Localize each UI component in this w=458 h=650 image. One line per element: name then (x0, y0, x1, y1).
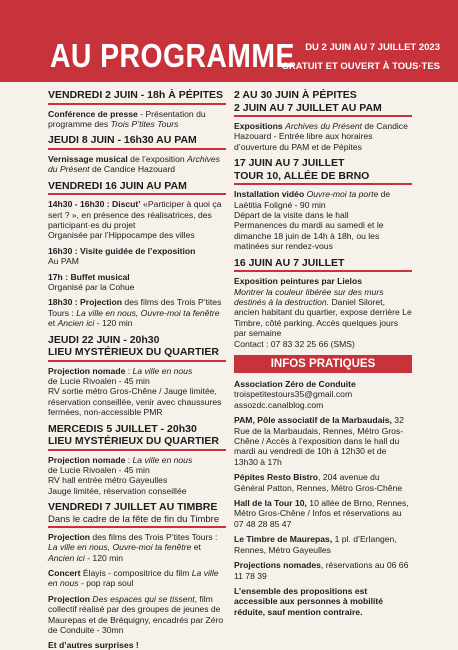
info-entry: Projections nomades, réservations au 06 66 11 78 39 (234, 560, 409, 581)
day-location: TOUR 10, ALLÉE DE BRNO (234, 169, 370, 182)
day-heading: 2 AU 30 JUIN À PÉPITES (234, 89, 357, 101)
event: Exposition peintures par Lielos Montrer la couleur libérée sur des murs destinés à la destruction. Daniel Siloret, ancien habitant du quartier, expose derrière Le Timbre, côté parking. Accès quelques jours par semaine Contact : 07 83 32 25 66 (SMS) (234, 276, 412, 349)
accessibility-note: L’ensemble des propositions est accessible aux personnes à mobilité réduite, sauf mention contraire. (234, 585, 384, 617)
header-dates: DU 2 JUIN AU 7 JUILLET 2023 (305, 42, 440, 53)
day-heading: MERCEDIS 5 JUILLET - 20h30 (48, 422, 197, 435)
page-title: AU PROGRAMME (50, 37, 295, 74)
divider (234, 183, 412, 185)
day-subtitle: Dans le cadre de la fête de fin du Timbre (48, 513, 220, 525)
event: Vernissage musical de l’exposition Archives du Présent de Candice Hazouard (48, 153, 220, 175)
divider (48, 449, 226, 451)
divider (48, 103, 226, 105)
header-free: GRATUIT ET OUVERT À TOUS·TES (281, 61, 440, 72)
day-heading: 16 JUIN AU 7 JUILLET (234, 256, 345, 269)
program-left-column (48, 85, 226, 650)
day-heading: VENDREDI 7 JUILLET AU TIMBRE (48, 501, 218, 514)
day-heading: JEUDI 22 JUIN - 20h30 (48, 333, 160, 346)
event: 18h30 : Projection des films des Trois P’tites Tours : La ville en nous, Ouvre-moi ta fenêtre et Ancien ici - 120 min (48, 297, 222, 329)
header-banner (0, 0, 458, 82)
event: Expositions Archives du Présent de Candice Hazouard - Entrée libre aux horaires d’ouverture du PAM et de Pépites (234, 121, 408, 152)
info-entry: Association Zéro de Conduite troispetitestours35@gmail.com assozdc.canalblog.com (234, 379, 356, 410)
infos-header: INFOS PRATIQUES (234, 355, 412, 373)
divider (48, 193, 226, 195)
event: Conférence de presse - Présentation du programme des Trois P’tites Tours (48, 108, 206, 129)
event: 17h : Buffet musical Organisé par la Cohue (48, 271, 135, 292)
day-heading: VENDREDI 2 JUIN - 18h À PÉPITES (48, 89, 224, 101)
day-heading: 17 JUIN AU 7 JUILLET (234, 157, 345, 170)
divider (48, 360, 226, 362)
website-link[interactable]: assozdc.canalblog.com (234, 399, 324, 410)
event: Projection nomade : La ville en nous de Lucie Rivoalen - 45 min RV sortie métro Gros-Chêne / Jauge limitée, réservation conseillée, venir avec chaussures fermées, non-accessible PMR (48, 365, 222, 418)
day-location: LIEU MYSTÉRIEUX DU QUARTIER (48, 435, 219, 448)
divider (234, 270, 412, 272)
day-location: LIEU MYSTÉRIEUX DU QUARTIER (48, 346, 219, 359)
info-entry: Pépites Resto Bistro, 204 avenue du Général Patton, Rennes, Métro Gros-Chêne (234, 472, 403, 493)
info-entry: PAM, Pôle associatif de la Marbaudais, 32 Rue de la Marbaudais, Rennes, Métro Gros-Chêne / Accès à l’exposition dans le hall du mardi au vendredi de 10h à 12h30 et de 13h30 à 17h (234, 415, 404, 467)
event: Installation vidéo Ouvre-moi ta porte de Laëtitia Foligné - 90 min Départ de la visite dans le hall Permanences du mardi au samedi et le dimanche 18 juin de 14h à 18h, ou les matinées sur rendez-vous (234, 189, 391, 252)
day-heading: VENDREDI 16 JUIN AU PAM (48, 179, 187, 192)
day-heading: JEUDI 8 JUIN - 16h30 AU PAM (48, 134, 197, 147)
divider (234, 115, 412, 117)
program-right-column (234, 85, 412, 617)
email-link[interactable]: troispetitestours35@gmail.com (234, 389, 353, 400)
info-entry: Le Timbre de Maurepas, 1 pl. d’Erlangen, Rennes, Métro Gayeulles (234, 534, 397, 555)
divider (48, 526, 226, 528)
event: Projection des films des Trois P’tites Tours : La ville en nous, Ouvre-moi ta fenêtre et Ancien ici - 120 min (48, 531, 218, 563)
event: Projection Des espaces qui se tissent, film collectif réalisé par des groupes de jeunes de Maurepas et de Bréquigny, encadrés par Zéro de Conduite - 30mn (48, 593, 224, 635)
event: 14h30 - 16h30 : Discut’ «Participer à quoi ça sert ? », en présence des réalisatrices, des participant·es du projet Organisée par l’Hippocampe des villes (48, 199, 222, 241)
info-entry: Hall de la Tour 10, 10 allée de Brno, Rennes, Métro Gros-Chêne / Infos et réservations au 07 48 28 85 47 (234, 498, 409, 529)
event: 16h30 : Visite guidée de l’exposition Au PAM (48, 245, 196, 267)
day-heading: 2 JUIN AU 7 JUILLET AU PAM (234, 101, 382, 114)
event: Concert Élayis - compositrice du film La ville en nous - pop rap soul (48, 567, 219, 589)
closing-text: Et d’autres surprises ! (48, 640, 139, 650)
divider (48, 148, 226, 150)
event: Projection nomade : La ville en nous de Lucie Rivoalen - 45 min RV hall entrée métro Gayeulles Jauge limitée, réservation conseillée (48, 454, 193, 496)
